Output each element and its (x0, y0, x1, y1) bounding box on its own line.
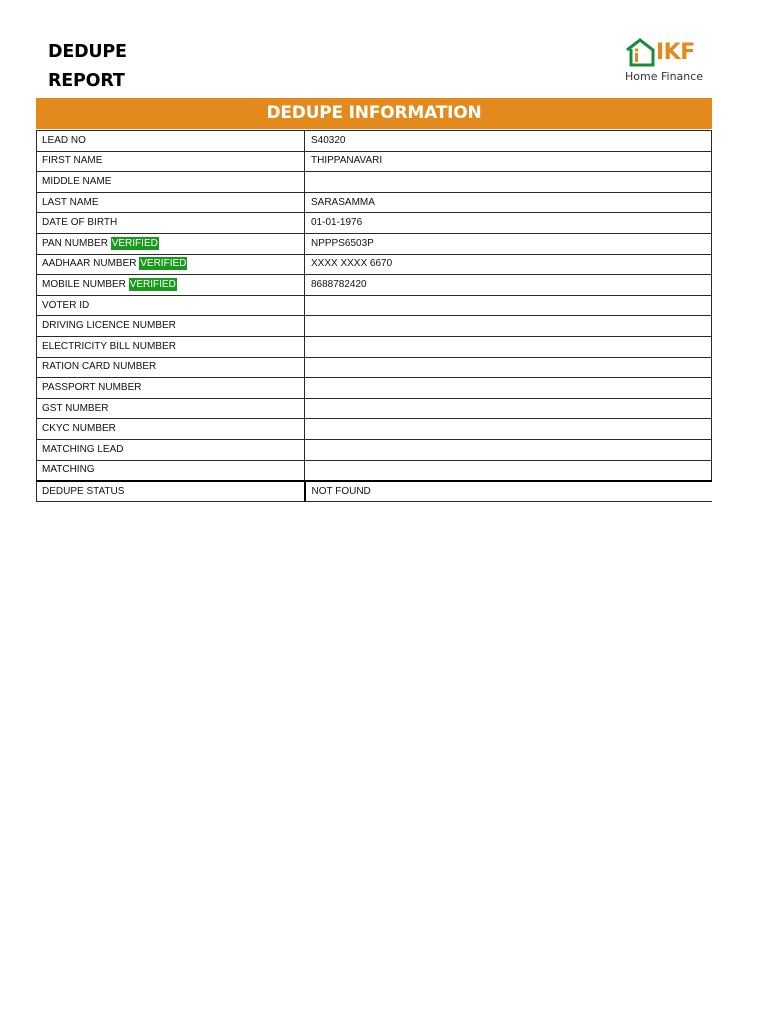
verified-badge: VERIFIED (129, 278, 176, 290)
table-row (37, 254, 712, 275)
table-row (37, 460, 712, 481)
dedupe-status-row (37, 481, 712, 502)
row-value: 8688782420 (305, 275, 712, 296)
row-label: ELECTRICITY BILL NUMBER (42, 340, 176, 352)
row-label: MATCHING LEAD (42, 443, 124, 455)
table-row (37, 213, 712, 234)
table-row (37, 295, 712, 316)
table-row (37, 233, 712, 254)
report-title-line-2: REPORT (48, 71, 125, 91)
row-label-cell (37, 398, 305, 419)
row-value (305, 316, 712, 337)
row-label: VOTER ID (42, 299, 90, 311)
row-label-cell (37, 172, 305, 193)
row-label: PASSPORT NUMBER (42, 381, 142, 393)
table-row (37, 192, 712, 213)
row-value (305, 419, 712, 440)
table-row (37, 336, 712, 357)
table-row (37, 419, 712, 440)
row-label-cell (37, 233, 305, 254)
row-value (305, 460, 712, 481)
row-value: S40320 (305, 131, 712, 152)
row-value: THIPPANAVARI (305, 151, 712, 172)
row-label: MOBILE NUMBER (42, 278, 126, 290)
row-label-cell (37, 316, 305, 337)
row-label-cell (37, 357, 305, 378)
dedupe-table (36, 130, 712, 502)
row-label: GST NUMBER (42, 402, 109, 414)
ikf-logo (622, 34, 712, 88)
logo-brand: IKF (656, 40, 695, 65)
row-label: AADHAAR NUMBER (42, 258, 137, 270)
row-value (305, 172, 712, 193)
row-label-cell (37, 460, 305, 481)
section-header: DEDUPE INFORMATION (36, 98, 712, 129)
row-label: MIDDLE NAME (42, 175, 112, 187)
row-value (305, 357, 712, 378)
dedupe-status-value: NOT FOUND (305, 481, 712, 502)
dedupe-status-label: DEDUPE STATUS (37, 481, 305, 502)
row-label: MATCHING (42, 464, 95, 476)
row-value (305, 295, 712, 316)
row-label-cell (37, 192, 305, 213)
row-label: LEAD NO (42, 134, 86, 146)
table-row (37, 357, 712, 378)
table-row (37, 398, 712, 419)
table-row (37, 275, 712, 296)
report-title (48, 38, 127, 96)
row-value: NPPPS6503P (305, 233, 712, 254)
row-label-cell (37, 131, 305, 152)
row-value (305, 439, 712, 460)
table-row (37, 151, 712, 172)
row-label: CKYC NUMBER (42, 423, 116, 435)
house-icon (624, 36, 658, 68)
row-label-cell (37, 275, 305, 296)
row-label-cell (37, 336, 305, 357)
row-value: XXXX XXXX 6670 (305, 254, 712, 275)
verified-badge: VERIFIED (111, 237, 158, 249)
logo-tagline: Home Finance (625, 70, 704, 83)
report-title-line-1: DEDUPE (48, 42, 127, 62)
table-row (37, 439, 712, 460)
row-value (305, 378, 712, 399)
row-value (305, 398, 712, 419)
row-label: PAN NUMBER (42, 237, 108, 249)
row-label: FIRST NAME (42, 155, 103, 167)
row-label-cell (37, 419, 305, 440)
row-label-cell (37, 295, 305, 316)
row-label-cell (37, 151, 305, 172)
row-label-cell (37, 254, 305, 275)
row-value: SARASAMMA (305, 192, 712, 213)
table-row (37, 172, 712, 193)
row-label-cell (37, 213, 305, 234)
row-label: LAST NAME (42, 196, 99, 208)
row-value (305, 336, 712, 357)
row-value: 01-01-1976 (305, 213, 712, 234)
table-row (37, 131, 712, 152)
row-label: DATE OF BIRTH (42, 217, 118, 229)
row-label: RATION CARD NUMBER (42, 361, 157, 373)
row-label-cell (37, 439, 305, 460)
verified-badge: VERIFIED (140, 258, 187, 270)
table-row (37, 378, 712, 399)
table-row (37, 316, 712, 337)
row-label: DRIVING LICENCE NUMBER (42, 320, 176, 332)
row-label-cell (37, 378, 305, 399)
